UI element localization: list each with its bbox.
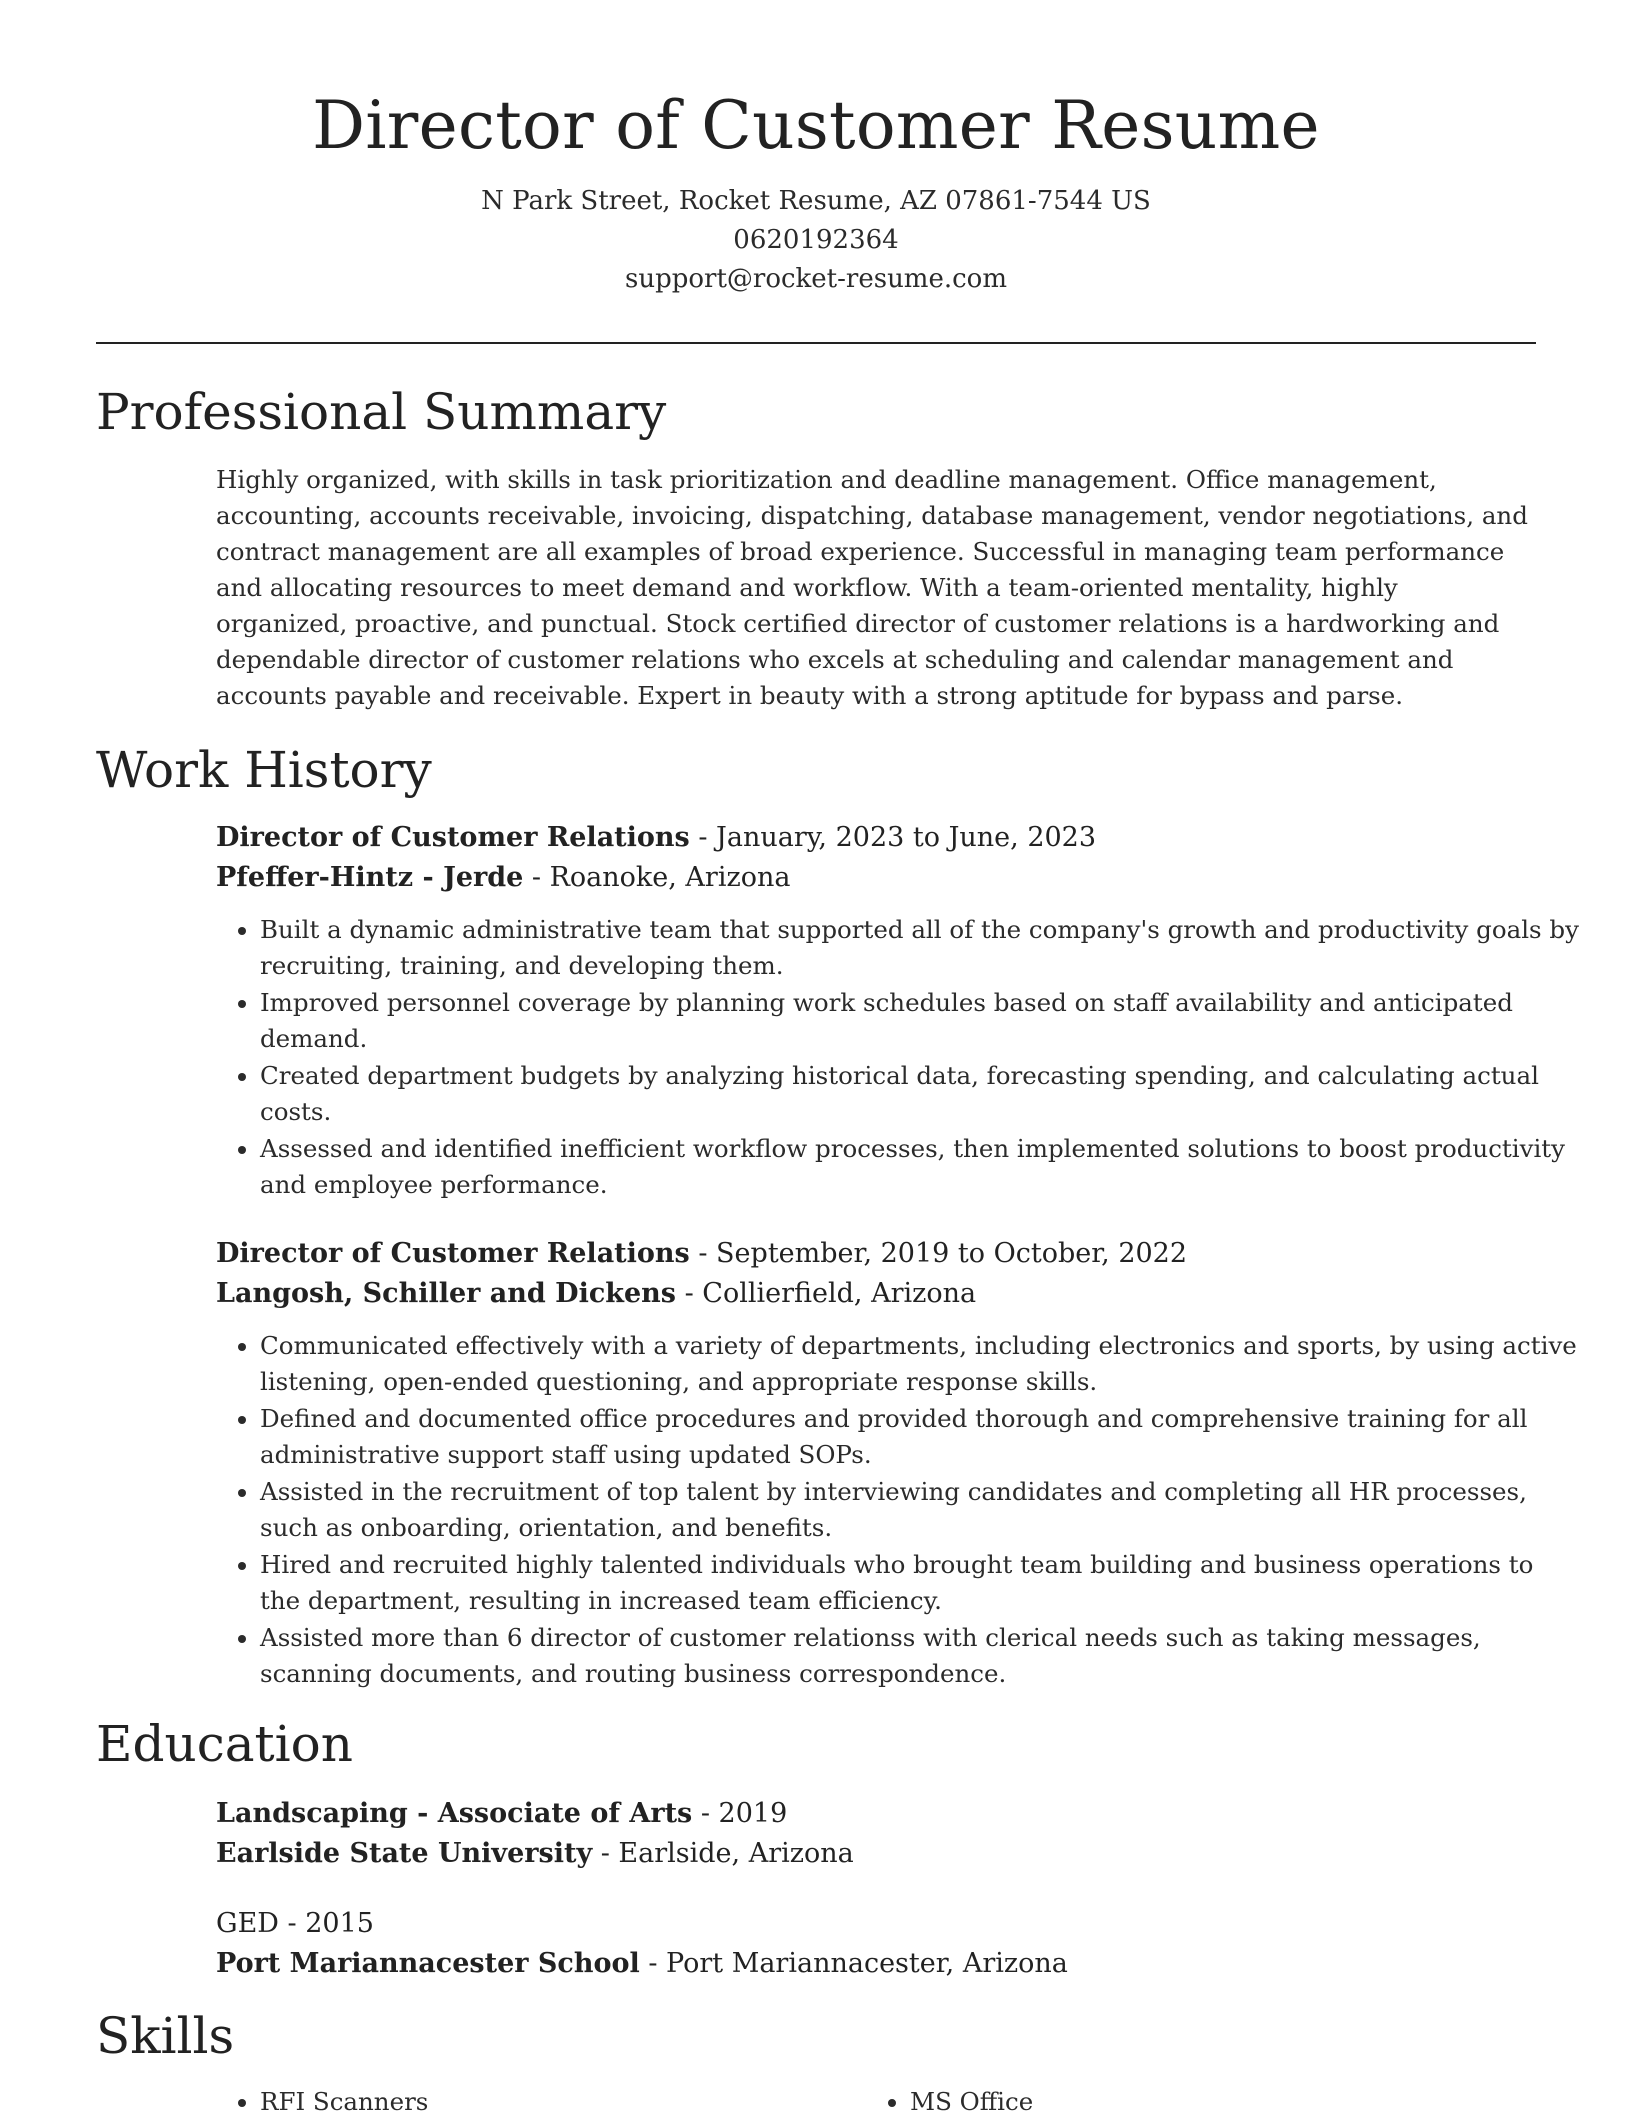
list-item: • Defined and documented office procedures and provided thorough and comprehensive training for all administrative support staff using updated SOPs. [260, 1401, 1580, 1473]
list-item: • Built a dynamic administrative team that supported all of the company's growth and productivity goals by recruiting, training, and developing them. [260, 912, 1580, 984]
job-company-line [216, 1274, 976, 1314]
list-item: • Assessed and identified inefficient workflow processes, then implemented solutions to boost productivity and employee performance. [260, 1131, 1580, 1203]
skills-column-right [866, 2084, 1033, 2120]
list-item: • Communicated effectively with a variety of departments, including electronics and sports, by using active listening, open-ended questioning, and appropriate response skills. [260, 1328, 1580, 1400]
education-heading: Education [96, 1715, 353, 1773]
job-dates: - September, 2019 to October, 2022 [689, 1238, 1188, 1269]
education-school-line [216, 1944, 1068, 1984]
contact-phone: 0620192364 [733, 225, 899, 255]
job-location: - Roanoke, Arizona [523, 862, 791, 893]
list-item: • Assisted more than 6 director of customer relationss with clerical needs such as taking messages, scanning documents, and routing business correspondence. [260, 1620, 1580, 1692]
resume-header [96, 78, 1536, 299]
work-history-heading: Work History [96, 741, 432, 799]
education-location: - Earlside, Arizona [592, 1838, 854, 1869]
education-year: - 2015 [278, 1908, 374, 1939]
contact-address: N Park Street, Rocket Resume, AZ 07861-7544 US [481, 186, 1151, 216]
summary-heading: Professional Summary [96, 383, 667, 441]
education-year: - 2019 [692, 1798, 788, 1829]
education-school: Earlside State University [216, 1838, 593, 1869]
job-dates: - January, 2023 to June, 2023 [689, 822, 1097, 853]
job-company: Langosh, Schiller and Dickens [216, 1278, 677, 1309]
list-item: • MS Office [910, 2084, 1033, 2120]
header-divider [96, 342, 1536, 344]
list-item: • Assisted in the recruitment of top talent by interviewing candidates and completing all HR processes, such as onboarding, orientation, and benefits. [260, 1474, 1580, 1546]
education-school-line [216, 1834, 854, 1874]
page-title: Director of Customer Resume [312, 87, 1320, 164]
education-degree: Landscaping - Associate of Arts [216, 1798, 693, 1829]
job-title: Director of Customer Relations [216, 822, 690, 853]
job-bullets [216, 1328, 1580, 1693]
list-item: • Improved personnel coverage by planning work schedules based on staff availability and anticipated demand. [260, 985, 1580, 1057]
summary-text: Highly organized, with skills in task prioritization and deadline management. Office management, accounting, accounts receivable, invoicing, dispatching, database management, vendor negotiations, and contract management are all examples of broad experience. Successful in managing team performance and allocating resources to meet demand and workflow. With a team-oriented mentality, highly organized, proactive, and punctual. Stock certified director of customer relations is a hardworking and dependable director of customer relations who excels at scheduling and calendar management and accounts payable and receivable. Expert in beauty with a strong aptitude for bypass and parse. [216, 465, 1528, 710]
job-company: Pfeffer-Hintz - Jerde [216, 862, 524, 893]
education-degree-line [216, 1904, 374, 1944]
list-item: • Hired and recruited highly talented individuals who brought team building and business operations to the department, resulting in increased team efficiency. [260, 1547, 1580, 1619]
job-bullets [216, 912, 1580, 1204]
education-degree-line [216, 1794, 787, 1834]
job-company-line [216, 858, 790, 898]
list-item: • RFI Scanners [260, 2084, 428, 2120]
education-school: Port Mariannacester School [216, 1948, 640, 1979]
skills-heading: Skills [96, 2007, 235, 2065]
education-location: - Port Mariannacester, Arizona [639, 1948, 1068, 1979]
job-location: - Collierfield, Arizona [676, 1278, 977, 1309]
job-title-line [216, 1234, 1187, 1274]
contact-email[interactable]: support@rocket-resume.com [624, 264, 1007, 294]
contact-info [96, 182, 1536, 299]
list-item: • Created department budgets by analyzing historical data, forecasting spending, and calculating actual costs. [260, 1058, 1580, 1130]
job-title: Director of Customer Relations [216, 1238, 690, 1269]
skills-list [216, 2084, 1536, 2124]
education-degree: GED [216, 1908, 279, 1939]
skills-column-left [216, 2084, 428, 2120]
job-title-line [216, 818, 1096, 858]
